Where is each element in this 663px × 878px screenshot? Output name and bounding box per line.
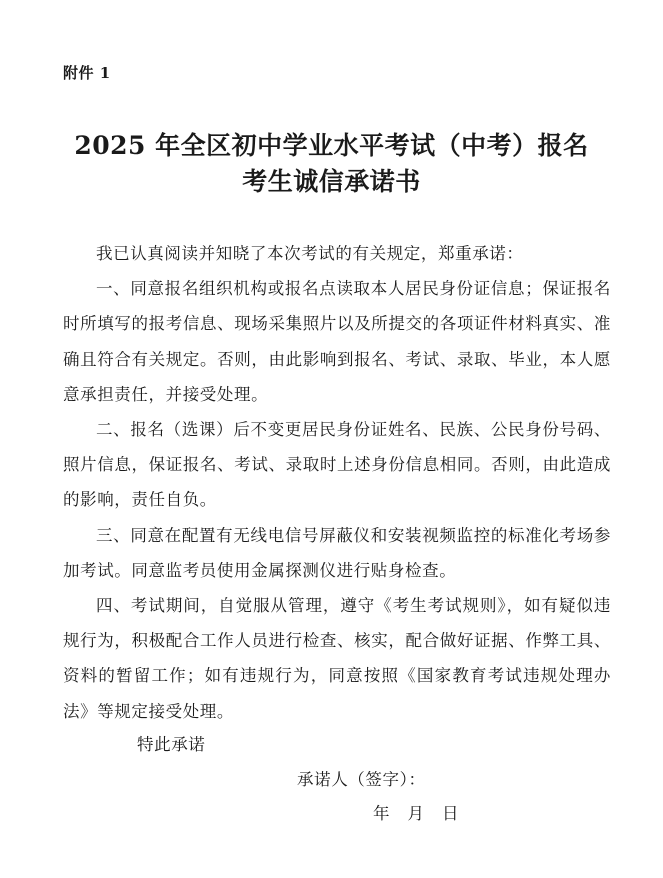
paragraph-commitment-3: 三、同意在配置有无线电信号屏蔽仪和安装视频监控的标准化考场参加考试。同意监考员使用金属探测仪进行贴身检查。 [63, 525, 611, 580]
document-title-line-2: 考生诚信承诺书 [242, 167, 421, 196]
date-day: 日 [442, 804, 459, 823]
paragraph-commitment-4: 四、考试期间，自觉服从管理，遵守《考生考试规则》，如有疑似违规行为，积极配合工作人员进行检查、核实，配合做好证据、作弊工具、资料的暂留工作；如有违规行为，同意按照《国家教育考试违规处理办法》等规定接受处理。 [63, 596, 611, 721]
date-line [373, 800, 459, 824]
attachment-label: 附件 1 [63, 64, 111, 82]
document-title-line-1: 2025 年全区初中学业水平考试（中考）报名 [74, 131, 589, 160]
paragraph-commitment-2: 二、报名（选课）后不变更居民身份证姓名、民族、公民身份号码、照片信息，保证报名、考试、录取时上述身份信息相同。否则，由此造成的影响，责任自负。 [63, 420, 611, 510]
signer-label: 承诺人（签字）： [297, 770, 426, 789]
paragraph-intro: 我已认真阅读并知晓了本次考试的有关规定，郑重承诺： [96, 244, 524, 263]
document-body [63, 236, 611, 729]
closing-statement: 特此承诺 [137, 735, 206, 754]
paragraph-commitment-1: 一、同意报名组织机构或报名点读取本人居民身份证信息；保证报名时所填写的报考信息、现场采集照片以及所提交的各项证件材料真实、准确且符合有关规定。否则，由此影响到报名、考试、录取、毕业，本人愿意承担责任，并接受处理。 [63, 279, 611, 404]
date-month: 月 [407, 804, 424, 823]
date-year: 年 [373, 804, 390, 823]
